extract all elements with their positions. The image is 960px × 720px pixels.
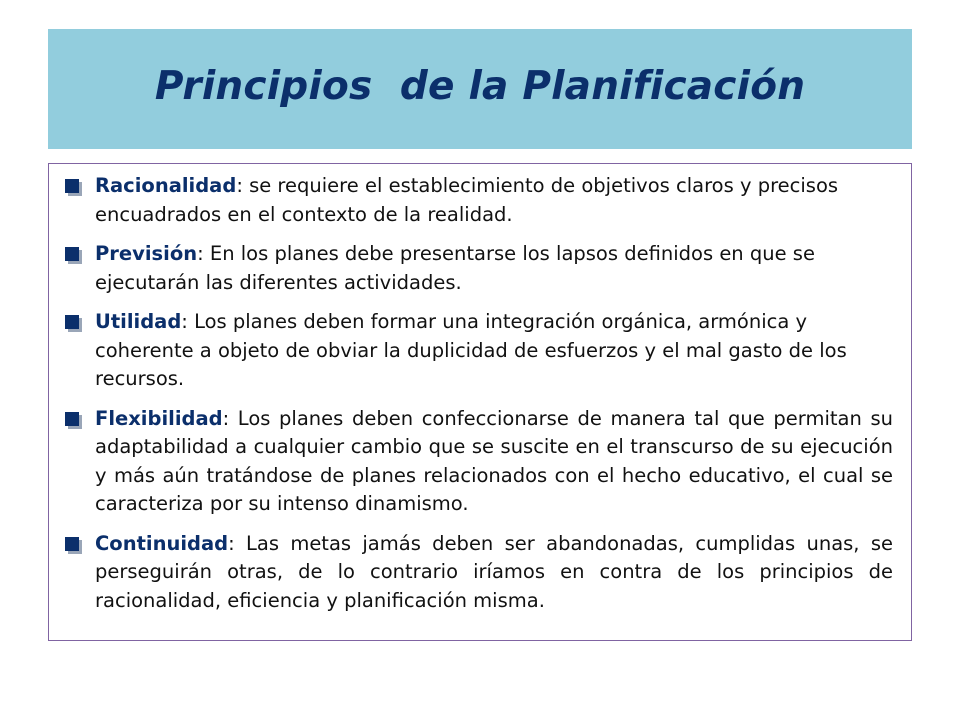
title-band bbox=[48, 29, 912, 149]
square-bullet-icon bbox=[65, 179, 79, 193]
principle-prevision bbox=[65, 240, 893, 297]
principle-text: : En los planes debe presentarse los lapsos definidos en que se ejecutarán las diferentes actividades. bbox=[95, 242, 815, 294]
principle-continuidad bbox=[65, 530, 893, 616]
square-bullet-icon bbox=[65, 247, 79, 261]
principle-term: Racionalidad bbox=[95, 174, 237, 197]
principle-utilidad bbox=[65, 308, 893, 394]
principle-term: Flexibilidad bbox=[95, 406, 223, 430]
principle-text: : Los planes deben formar una integración orgánica, armónica y coherente a objeto de obviar la duplicidad de esfuerzos y el mal gasto de los recursos. bbox=[95, 310, 847, 390]
content-box bbox=[48, 163, 912, 641]
principle-term: Continuidad bbox=[95, 531, 229, 555]
square-bullet-icon bbox=[65, 412, 79, 426]
principle-racionalidad bbox=[65, 172, 893, 229]
principle-text: : Los planes deben confeccionarse de manera tal que permitan su adaptabilidad a cualquier cambio que se suscite en el transcurso de su ejecución y más aún tratándose de planes relacionados con el hecho educativo, el cual se caracteriza por su intenso dinamismo. bbox=[95, 406, 893, 515]
principle-term: Previsión bbox=[95, 242, 198, 265]
principles-list bbox=[49, 164, 911, 615]
principle-flexibilidad bbox=[65, 405, 893, 519]
slide-title: Principios de la Planificación bbox=[154, 63, 806, 109]
principle-text: : Las metas jamás deben ser abandonadas, cumplidas unas, se perseguirán otras, de lo contrario iríamos en contra de los principios de racionalidad, eficiencia y planificación misma. bbox=[95, 531, 893, 612]
square-bullet-icon bbox=[65, 315, 79, 329]
principle-text: : se requiere el establecimiento de objetivos claros y precisos encuadrados en el contexto de la realidad. bbox=[95, 174, 839, 226]
principle-term: Utilidad bbox=[95, 310, 182, 333]
square-bullet-icon bbox=[65, 537, 79, 551]
